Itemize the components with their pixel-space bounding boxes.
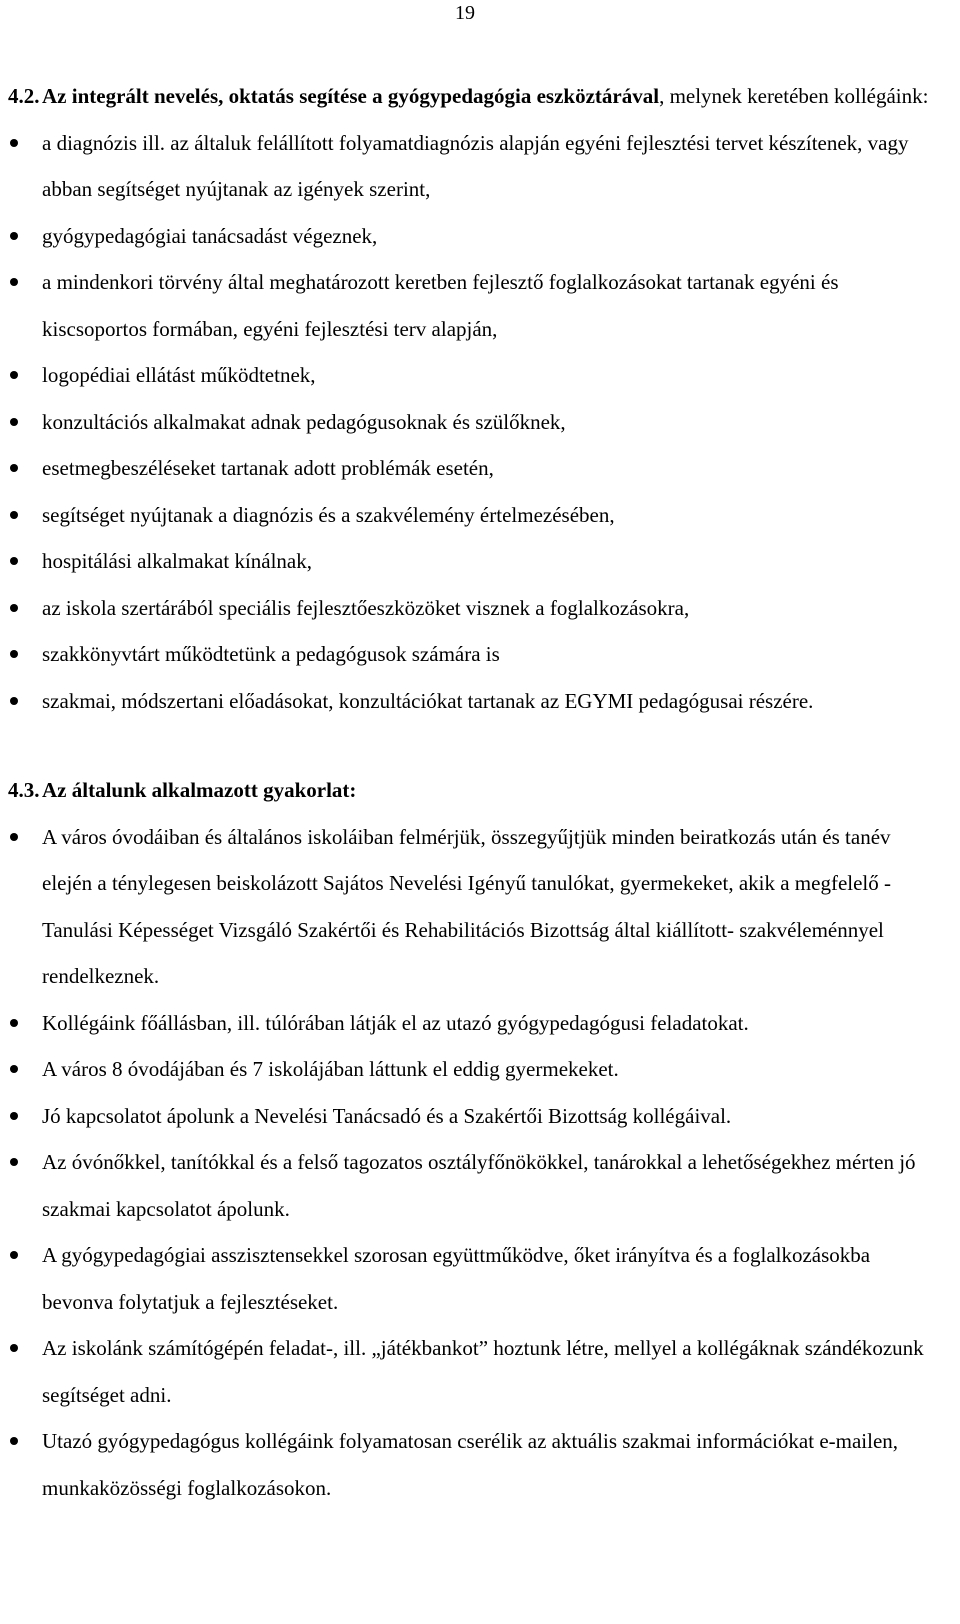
list-item: Az iskolánk számítógépén feladat-, ill. „játékbankot” hoztunk létre, mellyel a kollégáknak szándékozunk segítséget adni. xyxy=(0,1325,960,1418)
list-item: Az óvónőkkel, tanítókkal és a felső tagozatos osztályfőnökökkel, tanárokkal a lehetőségekhez mérten jó szakmai kapcsolatot ápolunk. xyxy=(0,1139,960,1232)
list-item: A város 8 óvodájában és 7 iskolájában láttunk el eddig gyermekeket. xyxy=(0,1046,960,1093)
list-item: logopédiai ellátást működtetnek, xyxy=(0,352,960,399)
section-4-3-number: 4.3. xyxy=(8,778,40,802)
section-4-2-title-rest: , melynek keretében kollégáink: xyxy=(659,84,929,108)
list-item: konzultációs alkalmakat adnak pedagógusoknak és szülőknek, xyxy=(0,399,960,446)
page-number: 19 xyxy=(455,2,475,24)
section-4-3-title: Az általunk alkalmazott gyakorlat: xyxy=(42,778,357,802)
section-4-2-title: Az integrált nevelés, oktatás segítése a gyógypedagógia eszköztárával xyxy=(42,84,660,108)
page-content xyxy=(0,73,960,1511)
section-4-2-number: 4.2. xyxy=(8,84,40,108)
list-item: a diagnózis ill. az általuk felállított folyamatdiagnózis alapján egyéni fejlesztési tervet készítenek, vagy abban segítséget nyújtanak az igények szerint, xyxy=(0,120,960,213)
section-4-3-heading xyxy=(0,767,960,814)
section-4-3-list xyxy=(0,814,960,1512)
list-item: Jó kapcsolatot ápolunk a Nevelési Tanácsadó és a Szakértői Bizottság kollégáival. xyxy=(0,1093,960,1140)
list-item: gyógypedagógiai tanácsadást végeznek, xyxy=(0,213,960,260)
list-item: A gyógypedagógiai asszisztensekkel szorosan együttműködve, őket irányítva és a foglalkozásokba bevonva folytatjuk a fejlesztéseket. xyxy=(0,1232,960,1325)
list-item: az iskola szertárából speciális fejlesztőeszközöket visznek a foglalkozásokra, xyxy=(0,585,960,632)
list-item: szakkönyvtárt működtetünk a pedagógusok számára is xyxy=(0,631,960,678)
list-item: esetmegbeszéléseket tartanak adott problémák esetén, xyxy=(0,445,960,492)
list-item: szakmai, módszertani előadásokat, konzultációkat tartanak az EGYMI pedagógusai részére. xyxy=(0,678,960,725)
section-spacer xyxy=(0,724,960,767)
section-4-2-list xyxy=(0,120,960,725)
list-item: A város óvodáiban és általános iskoláiban felmérjük, összegyűjtjük minden beiratkozás után és tanév elején a ténylegesen beiskolázott Sajátos Nevelési Igényű tanulókat, gyermekeket, akik a megfelelő -Tanulási Képességet Vizsgáló Szakértői és Rehabilitációs Bizottság által kiállított- szakvéleménnyel rendelkeznek. xyxy=(0,814,960,1000)
list-item: a mindenkori törvény által meghatározott keretben fejlesztő foglalkozásokat tartanak egyéni és kiscsoportos formában, egyéni fejlesztési terv alapján, xyxy=(0,259,960,352)
section-4-2-heading xyxy=(0,73,960,120)
list-item: Kollégáink főállásban, ill. túlórában látják el az utazó gyógypedagógusi feladatokat. xyxy=(0,1000,960,1047)
list-item: Utazó gyógypedagógus kollégáink folyamatosan cserélik az aktuális szakmai információkat e-mailen, munkaközösségi foglalkozásokon. xyxy=(0,1418,960,1511)
list-item: segítséget nyújtanak a diagnózis és a szakvélemény értelmezésében, xyxy=(0,492,960,539)
list-item: hospitálási alkalmakat kínálnak, xyxy=(0,538,960,585)
